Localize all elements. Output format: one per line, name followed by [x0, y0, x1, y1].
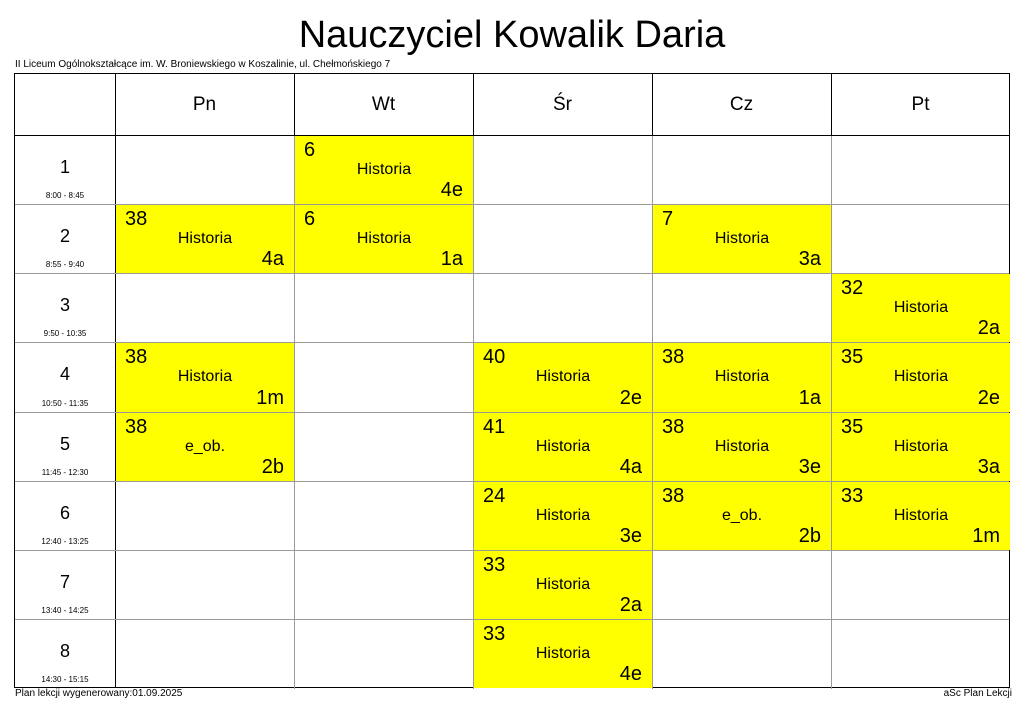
class-name: 3e: [798, 456, 821, 478]
grid-divider: [115, 74, 116, 687]
grid-divider: [15, 342, 1009, 343]
lesson-card[interactable]: [653, 413, 831, 481]
subject-name: Historia: [714, 438, 770, 455]
grid-divider: [473, 74, 474, 135]
period-number: 1: [59, 157, 70, 177]
class-name: 2a: [977, 317, 1000, 339]
period-label: [15, 135, 115, 204]
subject-name: Historia: [535, 368, 591, 385]
class-name: 2b: [798, 525, 821, 547]
period-time: 13:40 - 14:25: [41, 606, 89, 615]
lesson-card[interactable]: [474, 413, 652, 481]
subject-name: Historia: [177, 368, 233, 385]
class-name: 2e: [619, 387, 642, 409]
app-name: aSc Plan Lekcji: [943, 688, 1012, 699]
lesson-card[interactable]: [116, 205, 294, 273]
day-header: Pn: [192, 93, 217, 115]
lesson-card[interactable]: [653, 482, 831, 550]
grid-divider: [15, 204, 1009, 205]
period-label: [15, 273, 115, 342]
period-time: 11:45 - 12:30: [41, 468, 89, 477]
lesson-card[interactable]: [653, 343, 831, 412]
class-name: 2e: [977, 387, 1000, 409]
period-label: [15, 204, 115, 273]
room-number: 35: [841, 346, 864, 368]
grid-divider: [15, 412, 1009, 413]
subject-name: Historia: [893, 438, 949, 455]
room-number: 35: [841, 416, 864, 438]
subject-name: Historia: [356, 230, 412, 247]
period-label: [15, 550, 115, 619]
class-name: 2b: [261, 456, 284, 478]
lesson-card[interactable]: [474, 482, 652, 550]
period-number: 7: [59, 572, 70, 592]
subject-name: Historia: [535, 507, 591, 524]
period-time: 14:30 - 15:15: [41, 675, 89, 684]
class-name: 3e: [619, 525, 642, 547]
grid-divider: [15, 273, 1009, 274]
school-name: II Liceum Ogólnokształcące im. W. Broniewskiego w Koszalinie, ul. Chełmońskiego 7: [15, 59, 391, 70]
timetable-grid: [14, 73, 1010, 688]
room-number: 38: [662, 346, 685, 368]
grid-divider: [15, 550, 1009, 551]
subject-name: Historia: [535, 576, 591, 593]
period-label: [15, 481, 115, 550]
subject-name: Historia: [356, 161, 412, 178]
class-name: 1m: [972, 525, 1000, 547]
class-name: 4e: [619, 663, 642, 685]
class-name: 2a: [619, 594, 642, 616]
room-number: 38: [125, 346, 148, 368]
day-header: Cz: [729, 93, 754, 115]
lesson-card[interactable]: [653, 205, 831, 273]
period-time: 10:50 - 11:35: [41, 399, 89, 408]
lesson-card[interactable]: [474, 551, 652, 619]
room-number: 33: [483, 623, 506, 645]
day-header: Wt: [371, 93, 396, 115]
period-number: 8: [59, 641, 70, 661]
room-number: 38: [125, 208, 148, 230]
grid-divider: [831, 74, 832, 135]
room-number: 38: [662, 416, 685, 438]
period-number: 5: [59, 434, 70, 454]
room-number: 40: [483, 346, 506, 368]
day-header: Pt: [911, 93, 930, 115]
subject-name: Historia: [177, 230, 233, 247]
period-number: 6: [59, 503, 70, 523]
subject-name: Historia: [535, 645, 591, 662]
lesson-card[interactable]: [295, 136, 473, 204]
period-time: 9:50 - 10:35: [43, 329, 87, 338]
room-number: 38: [662, 485, 685, 507]
subject-name: e_ob.: [721, 507, 763, 524]
room-number: 33: [841, 485, 864, 507]
class-name: 3a: [798, 248, 821, 270]
lesson-card[interactable]: [474, 343, 652, 412]
subject-name: Historia: [535, 438, 591, 455]
lesson-card[interactable]: [116, 343, 294, 412]
room-number: 32: [841, 277, 864, 299]
period-number: 2: [59, 226, 70, 246]
period-label: [15, 412, 115, 481]
room-number: 38: [125, 416, 148, 438]
period-number: 4: [59, 364, 70, 384]
period-time: 8:00 - 8:45: [45, 191, 85, 200]
class-name: 4a: [261, 248, 284, 270]
class-name: 4e: [440, 179, 463, 201]
lesson-card[interactable]: [116, 413, 294, 481]
grid-divider: [294, 74, 295, 135]
class-name: 3a: [977, 456, 1000, 478]
class-name: 1a: [440, 248, 463, 270]
room-number: 33: [483, 554, 506, 576]
grid-divider: [15, 135, 1009, 136]
grid-divider: [15, 619, 1009, 620]
class-name: 1a: [798, 387, 821, 409]
period-number: 3: [59, 295, 70, 315]
subject-name: Historia: [893, 368, 949, 385]
period-time: 8:55 - 9:40: [45, 260, 85, 269]
generated-date: Plan lekcji wygenerowany:01.09.2025: [15, 688, 183, 699]
room-number: 6: [304, 208, 316, 230]
period-time: 12:40 - 13:25: [41, 537, 89, 546]
lesson-card[interactable]: [832, 274, 1010, 342]
period-label: [15, 619, 115, 688]
lesson-card[interactable]: [295, 205, 473, 273]
grid-divider: [652, 74, 653, 135]
lesson-card[interactable]: [832, 343, 1010, 412]
subject-name: Historia: [893, 507, 949, 524]
lesson-card[interactable]: [832, 413, 1010, 481]
subject-name: e_ob.: [184, 438, 226, 455]
lesson-card[interactable]: [474, 620, 652, 688]
class-name: 1m: [256, 387, 284, 409]
lesson-card[interactable]: [832, 482, 1010, 550]
day-header: Śr: [553, 93, 572, 115]
page-title: Nauczyciel Kowalik Daria: [298, 14, 726, 56]
room-number: 41: [483, 416, 506, 438]
subject-name: Historia: [714, 368, 770, 385]
subject-name: Historia: [893, 299, 949, 316]
class-name: 4a: [619, 456, 642, 478]
room-number: 6: [304, 139, 316, 161]
room-number: 24: [483, 485, 506, 507]
period-label: [15, 342, 115, 412]
grid-divider: [15, 481, 1009, 482]
room-number: 7: [662, 208, 674, 230]
subject-name: Historia: [714, 230, 770, 247]
